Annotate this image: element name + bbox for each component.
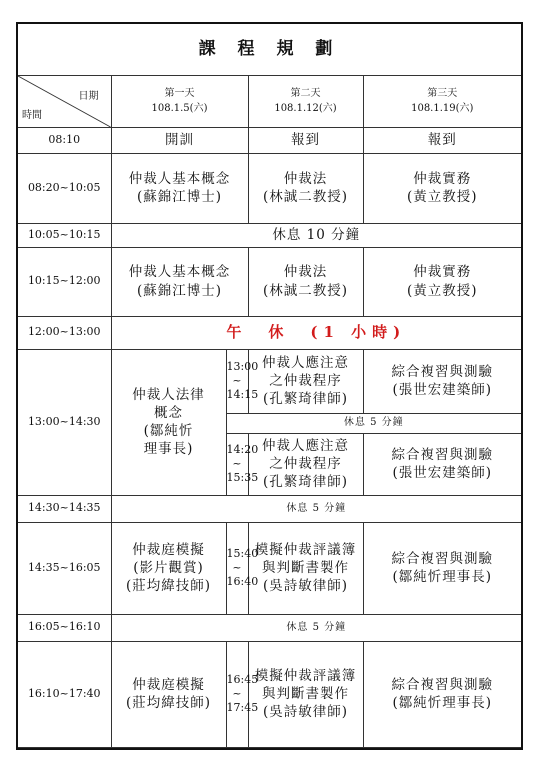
row-1430 — [18, 495, 521, 522]
course-name: 仲裁庭模擬 — [132, 541, 205, 558]
time-cell: 08:10 — [18, 127, 111, 153]
session-time-cell — [226, 641, 259, 747]
course-name: 仲裁人基本概念 — [128, 170, 231, 187]
lecturer: (孔繁琦律師) — [262, 474, 349, 491]
session-sep: ~ — [232, 687, 242, 701]
lecturer: (黃立教授) — [407, 189, 478, 205]
lecturer: (鄒純忻 — [143, 423, 194, 439]
schedule-frame — [16, 22, 523, 750]
day-3-cell: 報到 — [363, 127, 521, 153]
time-cell: 13:00~14:30 — [18, 349, 111, 495]
session-start: 14:20 — [226, 443, 259, 457]
session-start: 15:40 — [226, 547, 259, 561]
break-cell: 休息 5 分鐘 — [111, 495, 521, 522]
session-time-cell — [226, 522, 259, 614]
row-1435 — [18, 522, 521, 614]
time-cell: 10:05~10:15 — [18, 223, 111, 247]
row-1300-a — [18, 349, 521, 413]
course-name: 仲裁實務 — [413, 264, 472, 281]
course-name: 綜合複習與測驗 — [391, 550, 494, 567]
corner-cell — [18, 75, 111, 127]
lecturer: (林誠二教授) — [262, 189, 349, 205]
course-name: 仲裁人法律 — [132, 386, 205, 403]
session-time-cell — [226, 433, 259, 495]
lecturer: (黃立教授) — [407, 282, 478, 299]
lecturer: (莊均緯技師) — [125, 695, 212, 711]
session-time-cell — [226, 349, 259, 413]
row-1610 — [18, 641, 521, 747]
course-name: 模擬仲裁評議簿 — [254, 541, 357, 558]
break-cell: 休息 10 分鐘 — [111, 223, 521, 247]
session-start: 13:00 — [226, 360, 259, 374]
lecturer: (林誠二教授) — [262, 282, 349, 299]
course-name-cont: 概念 — [154, 404, 183, 421]
break-cell: 休息 5 分鐘 — [226, 413, 521, 433]
day-2-header — [248, 75, 363, 127]
header-row — [18, 75, 521, 127]
day-3-cell — [363, 153, 521, 223]
day-1-cell — [111, 153, 248, 223]
day-2-cell: 報到 — [248, 127, 363, 153]
lecturer: (鄒純忻理事長) — [392, 695, 493, 711]
day-1-cell — [111, 641, 226, 747]
session-end: 16:40 — [226, 574, 259, 588]
time-cell: 14:35~16:05 — [18, 522, 111, 614]
day-2-cell — [248, 522, 363, 614]
day-2-cell — [248, 641, 363, 747]
session-end: 17:45 — [226, 700, 259, 714]
session-end: 14:15 — [226, 387, 259, 401]
course-name: 模擬仲裁評議簿 — [254, 667, 357, 684]
course-name: 仲裁庭模擬 — [132, 676, 205, 693]
lecturer: (孔繁琦律師) — [262, 391, 349, 408]
day-3-cell — [363, 349, 521, 413]
course-name: 綜合複習與測驗 — [391, 363, 494, 380]
day-2-cell — [248, 349, 363, 413]
row-0810 — [18, 127, 521, 153]
time-cell: 08:20~10:05 — [18, 153, 111, 223]
course-name: 仲裁法 — [283, 170, 328, 187]
session-end: 15:35 — [226, 470, 259, 484]
course-name-cont: 之仲裁程序 — [269, 455, 342, 472]
day-3-date: 108.1.19(六) — [411, 103, 474, 114]
day-3-cell — [363, 433, 521, 495]
session-sep: ~ — [232, 457, 242, 471]
time-cell: 12:00~13:00 — [18, 316, 111, 349]
day-2-name: 第二天 — [290, 88, 321, 99]
row-1605 — [18, 614, 521, 641]
schedule-table — [18, 24, 521, 748]
day-1-name: 第一天 — [164, 88, 195, 99]
page-title: 課 程 規 劃 — [18, 24, 521, 75]
course-name: 仲裁法 — [283, 264, 328, 281]
session-sep: ~ — [232, 561, 242, 575]
day-3-name: 第三天 — [427, 88, 458, 99]
day-3-cell — [363, 641, 521, 747]
lecturer: (蘇錦江博士) — [136, 189, 223, 205]
course-name: 仲裁實務 — [413, 170, 472, 187]
day-3-header — [363, 75, 521, 127]
session-start: 16:45 — [226, 673, 259, 687]
row-1005 — [18, 223, 521, 247]
lecturer: (張世宏建築師) — [392, 465, 493, 481]
lecturer: (吳詩敏律師) — [262, 578, 349, 595]
title-row — [18, 24, 521, 75]
course-name-cont: 與判斷書製作 — [262, 685, 349, 702]
lecturer: (鄒純忻理事長) — [392, 569, 493, 585]
day-3-cell — [363, 247, 521, 316]
lecturer: (蘇錦江博士) — [136, 282, 223, 299]
course-name: 綜合複習與測驗 — [391, 446, 494, 463]
corner-date-label: 日期 — [78, 90, 99, 102]
day-1-cell — [111, 247, 248, 316]
day-2-cell — [248, 247, 363, 316]
day-2-date: 108.1.12(六) — [274, 103, 337, 114]
course-name-cont: 與判斷書製作 — [262, 559, 349, 576]
corner-time-label: 時間 — [22, 110, 42, 121]
lecturer-title: 理事長) — [143, 441, 194, 458]
lecturer: (張世宏建築師) — [392, 382, 493, 398]
day-1-date: 108.1.5(六) — [151, 103, 208, 114]
lecturer: (莊均緯技師) — [125, 578, 212, 595]
row-0820 — [18, 153, 521, 223]
time-cell: 14:30~14:35 — [18, 495, 111, 522]
day-1-header — [111, 75, 248, 127]
day-1-cell: 開訓 — [111, 127, 248, 153]
day-2-cell — [248, 433, 363, 495]
day-1-cell — [111, 522, 226, 614]
break-cell: 休息 5 分鐘 — [111, 614, 521, 641]
lunch-break-cell: 午 休 (1 小時) — [111, 316, 521, 349]
day-1-cell — [111, 349, 226, 495]
course-name: 綜合複習與測驗 — [391, 676, 494, 693]
time-cell: 16:10~17:40 — [18, 641, 111, 747]
course-name: 仲裁人應注意 — [262, 354, 349, 371]
course-name-cont: 之仲裁程序 — [269, 372, 342, 389]
course-name: 仲裁人應注意 — [262, 437, 349, 454]
row-1200 — [18, 316, 521, 349]
time-cell: 16:05~16:10 — [18, 614, 111, 641]
day-3-cell — [363, 522, 521, 614]
course-name: 仲裁人基本概念 — [128, 264, 231, 281]
day-2-cell — [248, 153, 363, 223]
row-1015 — [18, 247, 521, 316]
course-note: (影片觀賞) — [133, 559, 204, 576]
session-sep: ~ — [232, 374, 242, 388]
time-cell: 10:15~12:00 — [18, 247, 111, 316]
lecturer: (吳詩敏律師) — [262, 704, 349, 721]
